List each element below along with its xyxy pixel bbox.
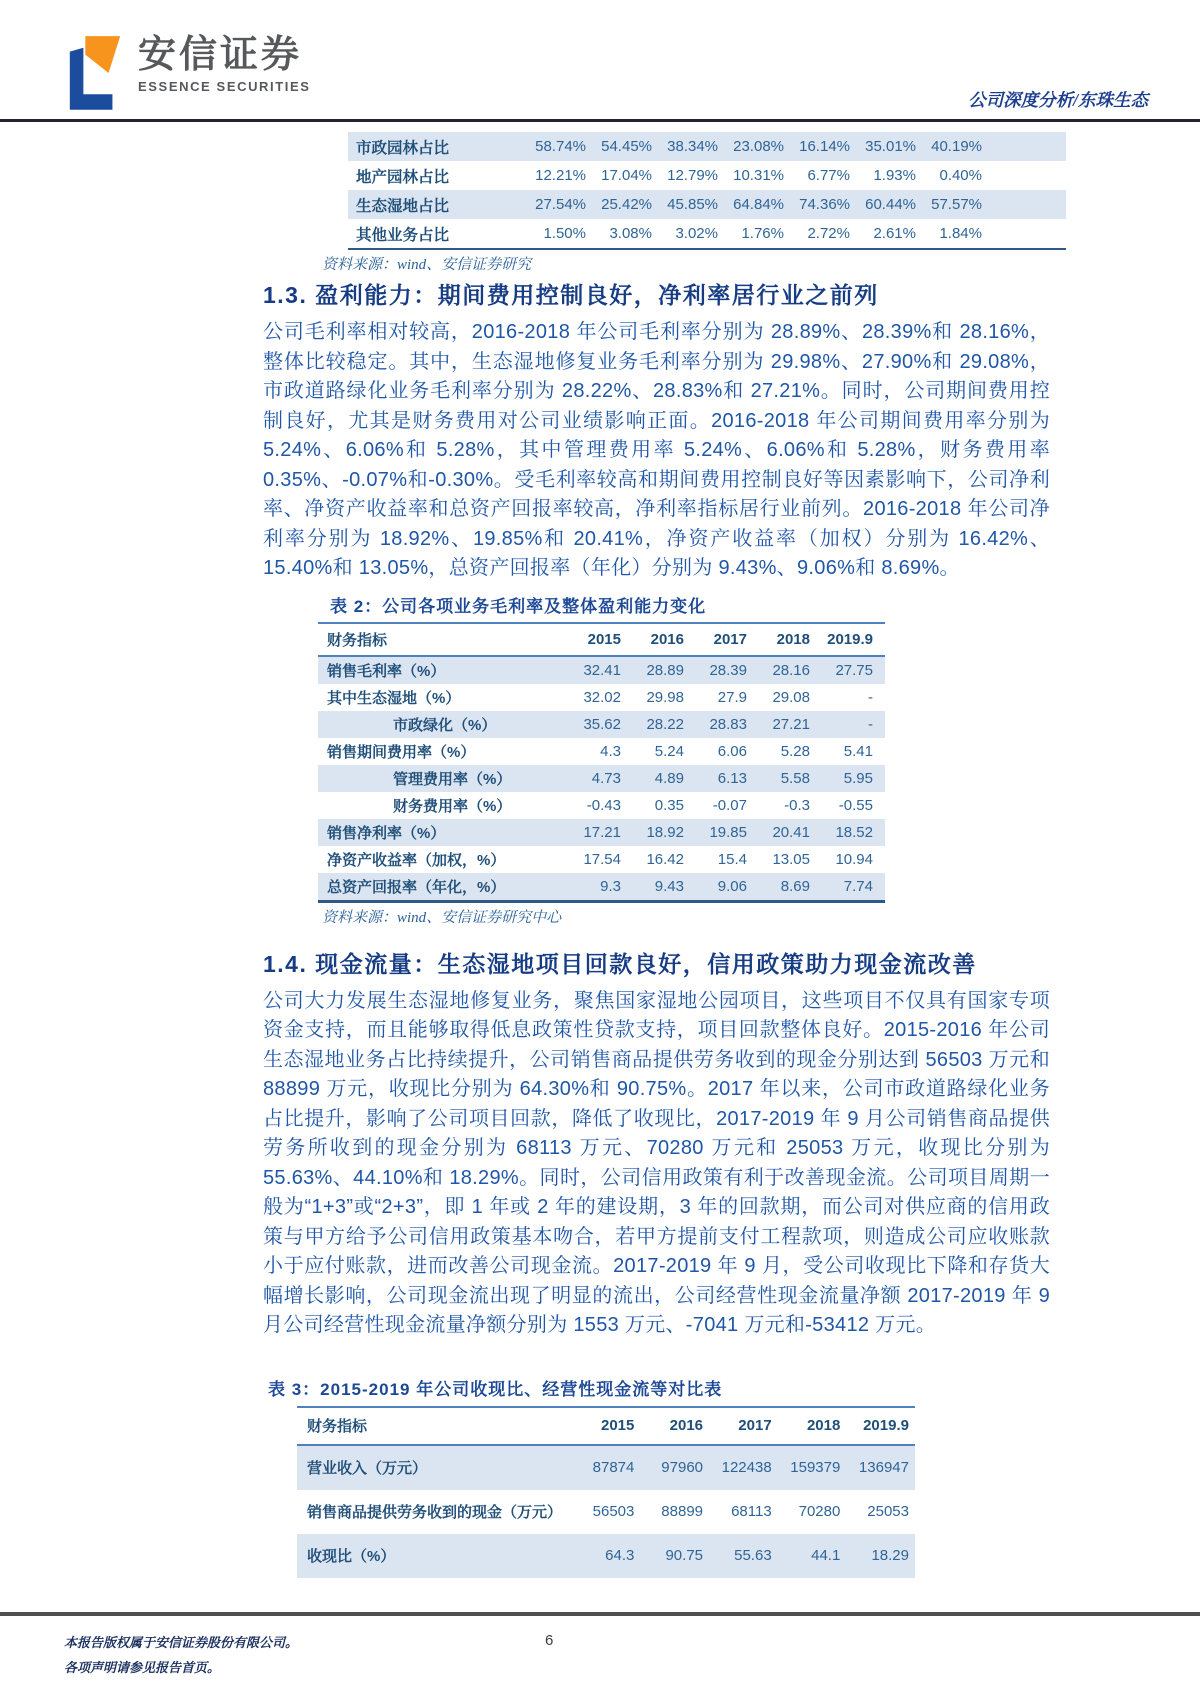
table-header-row	[297, 1408, 915, 1446]
cell-value: 25053	[867, 1503, 909, 1520]
cell-value: -0.3	[784, 796, 810, 814]
cell-value: 60.44%	[865, 196, 916, 213]
cell-value: 74.36%	[799, 196, 850, 213]
cell-value: 27.54%	[535, 196, 586, 213]
page-number: 6	[545, 1632, 554, 1649]
cell-value: -0.55	[838, 796, 873, 814]
section-1-3-heading: 1.3. 盈利能力：期间费用控制良好，净利率居行业之前列	[263, 282, 879, 308]
section-1-4-heading: 1.4. 现金流量：生态湿地项目回款良好，信用政策助力现金流改善	[263, 950, 977, 977]
cell-value: -0.07	[712, 796, 747, 814]
table-row	[318, 765, 885, 792]
header-value: 2019.9	[863, 1417, 909, 1434]
table-row	[318, 792, 885, 819]
table-row	[318, 738, 885, 765]
cell-value: 27.9	[717, 688, 747, 706]
cashflow-table	[297, 1406, 915, 1578]
cell-value: 64.84%	[733, 196, 784, 213]
row-label: 其中生态湿地（%）	[327, 689, 461, 707]
header-value: 2017	[713, 630, 747, 648]
header-value: 2017	[738, 1417, 772, 1434]
cell-value: 19.85	[709, 823, 747, 841]
cell-value: 18.52	[835, 823, 873, 841]
cell-value: 88899	[661, 1503, 704, 1520]
cell-value: 13.05	[772, 850, 810, 868]
table-row	[318, 684, 885, 711]
brand-name-en: ESSENCE SECURITIES	[138, 79, 311, 94]
row-label: 净资产收益率（加权，%）	[327, 851, 506, 869]
business-ratio-table	[348, 132, 1066, 250]
cell-value: 12.21%	[535, 167, 586, 184]
cell-value: 32.02	[583, 688, 621, 706]
cell-value: 27.21	[772, 715, 810, 733]
header-value: 2016	[669, 1417, 704, 1434]
cell-value: 28.39	[709, 661, 747, 679]
cell-value: 25.42%	[601, 196, 652, 213]
cell-value: 5.24	[654, 742, 684, 760]
row-label: 收现比（%）	[307, 1548, 396, 1565]
header-value: 2018	[776, 630, 810, 648]
copyright-note	[64, 1630, 298, 1680]
cell-value: 18.29	[871, 1547, 909, 1564]
cell-value: 12.79%	[667, 167, 718, 184]
cell-value: 68113	[731, 1503, 772, 1520]
table-2-caption: 表 2：公司各项业务毛利率及整体盈利能力变化	[330, 596, 707, 616]
cell-value: 5.41	[843, 742, 873, 760]
cell-value: 4.3	[600, 742, 621, 760]
row-label: 销售期间费用率（%）	[327, 743, 476, 761]
report-body	[0, 122, 1200, 1578]
copyright-line1: 本报告版权属于安信证券股份有限公司。	[64, 1635, 299, 1650]
cell-value: -	[868, 715, 873, 733]
header-label: 财务指标	[327, 631, 388, 649]
brand-name-block	[138, 32, 311, 94]
cell-value: 0.35	[654, 796, 684, 814]
table-row	[318, 819, 885, 846]
row-label: 销售商品提供劳务收到的现金（万元）	[307, 1504, 563, 1521]
cell-value: 4.89	[654, 769, 684, 787]
header-value: 2015	[600, 1417, 635, 1434]
cell-value: 64.3	[605, 1547, 635, 1564]
cell-value: 1.50%	[543, 225, 586, 242]
header-label: 财务指标	[307, 1418, 368, 1435]
cell-value: 35.01%	[865, 138, 916, 155]
table-row	[348, 190, 1066, 219]
cell-value: 3.02%	[675, 225, 718, 242]
cell-value: 28.16	[772, 661, 810, 679]
cell-value: 29.98	[646, 688, 684, 706]
section-1-3-paragraph: 公司毛利率相对较高，2016-2018 年公司毛利率分别为 28.89%、28.39%和 28.16%，整体比较稳定。其中，生态湿地修复业务毛利率分别为 29.98%、27.90%和 29.08%，市政道路绿化业务毛利率分别为 28.22%、28.83%和 27.21%。同时，公司期间费用控制良好，尤其是财务费用对公司业绩影响正面。2016-2018 年公司期间费用率分别为 5.24%、6.06%和 5.28%，其中管理费用率 5.24%、6.06%和 5.28%，财务费用率 0.35%、-0.07%和-0.30%。受毛利率较高和期间费用控制良好等因素影响下，公司净利率、净资产收益率和总资产回报率较高，净利率指标居行业前列。2016-2018 年公司净利率分别为 18.92%、19.85%和 20.41%，净资产收益率（加权）分别为 16.42%、15.40%和 13.05%，总资产回报率（年化）分别为 9.43%、9.06%和 8.69%。	[263, 321, 1050, 579]
cell-value: 16.14%	[799, 138, 850, 155]
cell-value: 18.92	[646, 823, 684, 841]
cell-value: 17.54	[583, 850, 621, 868]
source-note-1: 资料来源：wind、安信证券研究	[322, 257, 532, 273]
table-row	[318, 846, 885, 873]
cell-value: 3.08%	[609, 225, 652, 242]
footer-divider	[0, 1612, 1200, 1616]
cell-value: 87874	[592, 1459, 635, 1476]
table-row	[348, 219, 1066, 248]
cell-value: 28.89	[646, 661, 684, 679]
cell-value: 29.08	[772, 688, 810, 706]
row-label: 生态湿地占比	[356, 197, 450, 215]
row-label: 地产园林占比	[356, 168, 450, 186]
page-header	[0, 0, 1200, 122]
brand-name-cn: 安信证券	[138, 34, 303, 76]
cell-value: 70280	[798, 1503, 841, 1520]
cell-value: -	[868, 688, 873, 706]
cell-value: 20.41	[772, 823, 810, 841]
cell-value: 2.72%	[807, 225, 850, 242]
cell-value: 8.69	[780, 877, 810, 895]
cell-value: 45.85%	[667, 196, 718, 213]
table-row	[297, 1534, 915, 1578]
row-label: 销售毛利率（%）	[327, 662, 446, 680]
cell-value: 1.84%	[939, 225, 982, 242]
section-1-4-paragraph: 公司大力发展生态湿地修复业务，聚焦国家湿地公园项目，这些项目不仅具有国家专项资金支持，而且能够取得低息政策性贷款支持，项目回款整体良好。2015-2016 年公司生态湿地业务占比持续提升，公司销售商品提供劳务收到的现金分别达到 56503 万元和 88899 万元，收现比分别为 64.30%和 90.75%。2017 年以来，公司市政道路绿化业务占比提升，影响了公司项目回款，降低了收现比，2017-2019 年 9 月公司销售商品提供劳务所收到的现金分别为 68113 万元、70280 万元和 25053 万元，收现比分别为 55.63%、44.10%和 18.29%。同时，公司信用政策有利于改善现金流。公司项目周期一般为“1+3”或“2+3”，即 1 年或 2 年的建设期，3 年的回款期，而公司对供应商的信用政策与甲方给予公司信用政策基本吻合，若甲方提前支付工程款项，则造成公司应收账款小于应付账款，进而改善公司现金流。2017-2019 年 9 月，受公司收现比下降和存货大幅增长影响，公司现金流出现了明显的流出，公司经营性现金流量净额 2017-2019 年 9 月公司经营性现金流量净额分别为 1553 万元、-7041 万元和-53412 万元。	[263, 989, 1050, 1336]
cell-value: 9.3	[600, 877, 621, 895]
cell-value: 9.43	[654, 877, 684, 895]
header-value: 2015	[587, 630, 621, 648]
copyright-line2: 各项声明请参见报告首页。	[64, 1660, 221, 1675]
table-header-row	[318, 624, 885, 657]
cell-value: 16.42	[646, 850, 684, 868]
cell-value: 9.06	[717, 877, 747, 895]
cell-value: 136947	[858, 1459, 909, 1476]
row-label: 市政园林占比	[356, 139, 450, 157]
cell-value: 1.93%	[873, 167, 916, 184]
cell-value: 10.31%	[733, 167, 784, 184]
table-row	[318, 657, 885, 684]
profitability-table	[318, 622, 885, 903]
header-value: 2019.9	[827, 630, 873, 648]
cell-value: 44.1	[811, 1547, 841, 1564]
cell-value: 6.13	[717, 769, 747, 787]
cell-value: 17.21	[583, 823, 621, 841]
row-label: 财务费用率（%）	[393, 797, 512, 815]
cell-value: 17.04%	[601, 167, 652, 184]
cell-value: 23.08%	[733, 138, 784, 155]
cell-value: 122438	[721, 1459, 772, 1476]
cell-value: 6.77%	[807, 167, 850, 184]
cell-value: -0.43	[586, 796, 621, 814]
row-label: 营业收入（万元）	[307, 1460, 428, 1477]
cell-value: 55.63	[734, 1547, 772, 1564]
cell-value: 1.76%	[741, 225, 784, 242]
table-row	[348, 161, 1066, 190]
header-value: 2016	[650, 630, 684, 648]
cell-value: 40.19%	[931, 138, 982, 155]
table-row	[318, 711, 885, 738]
row-label: 销售净利率（%）	[327, 824, 446, 842]
cell-value: 4.73	[591, 769, 621, 787]
report-category: 公司深度分析/东珠生态	[968, 90, 1148, 110]
header-value: 2018	[806, 1417, 841, 1434]
brand-logo	[64, 32, 311, 115]
row-label: 市政绿化（%）	[393, 716, 497, 734]
row-label: 管理费用率（%）	[393, 770, 512, 788]
cell-value: 32.41	[583, 661, 621, 679]
cell-value: 0.40%	[939, 167, 982, 184]
row-label: 其他业务占比	[356, 226, 450, 244]
cell-value: 2.61%	[873, 225, 916, 242]
cell-value: 97960	[661, 1459, 704, 1476]
cell-value: 10.94	[835, 850, 873, 868]
source-note-2: 资料来源：wind、安信证券研究中心	[322, 909, 562, 926]
cell-value: 6.06	[717, 742, 747, 760]
cell-value: 54.45%	[601, 138, 652, 155]
table-row	[348, 132, 1066, 161]
table-3-caption: 表 3：2015-2019 年公司收现比、经营性现金流等对比表	[268, 1379, 723, 1399]
cell-value: 90.75	[665, 1547, 704, 1564]
cell-value: 5.58	[780, 769, 810, 787]
table-row	[318, 873, 885, 900]
cell-value: 38.34%	[667, 138, 718, 155]
row-label: 总资产回报率（年化，%）	[327, 878, 506, 896]
cell-value: 35.62	[583, 715, 621, 733]
cell-value: 159379	[790, 1459, 841, 1476]
cell-value: 28.22	[646, 715, 684, 733]
cell-value: 27.75	[835, 661, 873, 679]
cell-value: 7.74	[843, 877, 873, 895]
cell-value: 5.28	[780, 742, 810, 760]
cell-value: 56503	[592, 1503, 635, 1520]
table-row	[297, 1490, 915, 1534]
cell-value: 15.4	[717, 850, 747, 868]
cell-value: 58.74%	[535, 138, 586, 155]
cell-value: 5.95	[843, 769, 873, 787]
table-row	[297, 1446, 915, 1490]
cell-value: 28.83	[709, 715, 747, 733]
essence-logo-icon	[64, 34, 126, 115]
cell-value: 57.57%	[931, 196, 982, 213]
